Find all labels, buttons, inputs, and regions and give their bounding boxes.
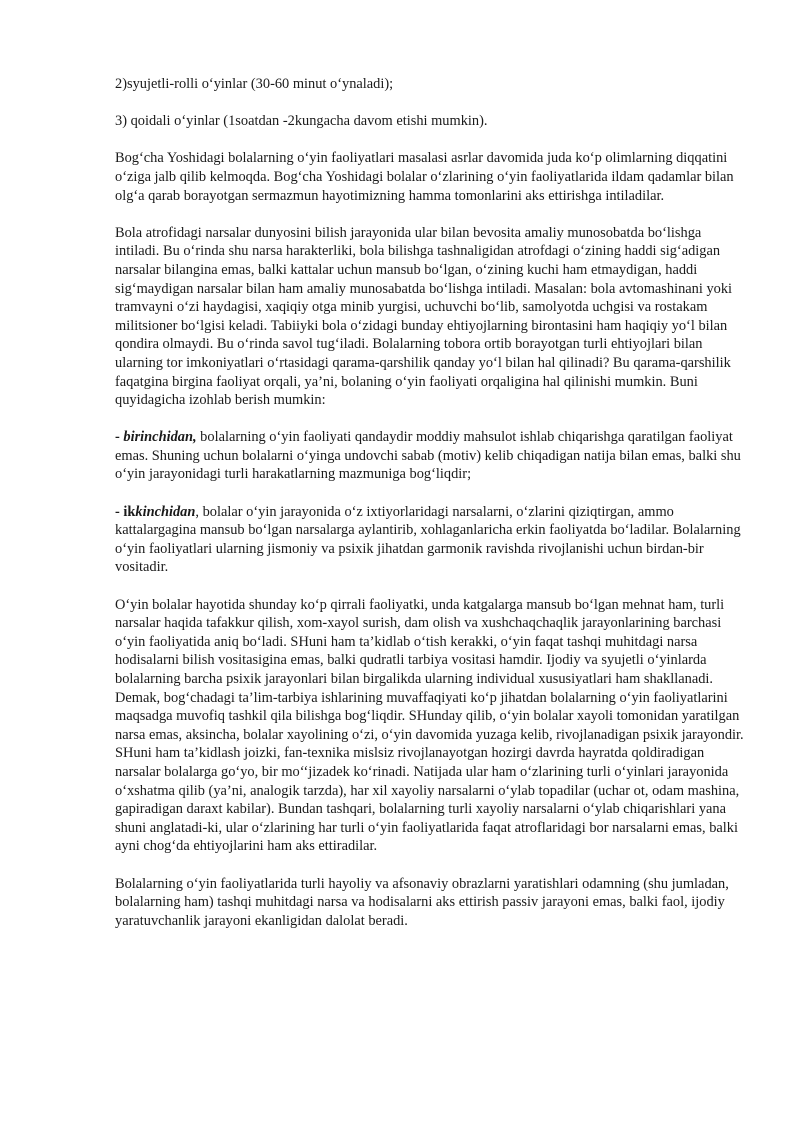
list-item-3: 3) qoidali o‘yinlar (1soatdan -2kungacha davom etishi mumkin). [115,113,488,130]
bullet-second-keyword-plain: ik [123,503,136,520]
list-item-2: 2)syujetli-rolli o‘yinlar (30-60 minut o‘ynaladi); [115,76,394,92]
bullet-first-text: bolalarning o‘yin faoliyati qandaydir moddiy mahsulot ishlab chiqarishga qaratilgan faoliyat emas. Shuning uchun bolalarni o‘yinga undovchi sabab (motiv) kelib chiqadigan natija bilan emas, balki shu o‘yin jarayonidagi turli harakatlarning mazmuniga bog‘liqdir; [115,429,741,483]
paragraph-play-multifaceted: O‘yin bolalar hayotida shunday ko‘p qirrali faoliyatki, unda katgalarga mansub bo‘lgan mehnat ham, turli narsalar haqida tafakkur qilish, xom-xayol surish, dam olish va xushchaqchaqlik jarayonlarining barchasi o‘yin faoliyatida aniq bo‘ladi. SHuni ham ta’kidlab o‘tish kerakki, o‘yin faqat tashqi muhitdagi narsa hodisalarni bilish vositasigina emas, balki qudratli tarbiya vositasi hamdir. Ijodiy va syujetli o‘yinlarda bolalarning barcha psixik jarayonlari bilan birgalikda ularning individual xususiyatlari ham shakllanadi. Demak, bog‘chadagi ta’lim-tarbiya ishlarining muvaffaqiyati ko‘p jihatdan bolalarning o‘yin faoliyatlarini maqsadga muvofiq tashkil qila bilishga bog‘liqdir. SHunday qilib, o‘yin bolalar xayoli tomonidan yaratilgan narsa emas, aksincha, bolalar xayolining o‘zi, o‘yin davomida yuzaga kelib, rivojlanadigan psixik jarayondir. SHuni ham ta’kidlash joizki, fan-texnika mislsiz rivojlanayotgan hozirgi davrda hayratda qoldiradigan narsalar bolalarga go‘yo, bir mo‘‘jizadek ko‘rinadi. Natijada ular ham o‘zlarining turli o‘yinlari jarayonida o‘xshatma qilib (ya’ni, analogik tarzda), har xil xayoliy narsalarni o‘ylab topadilar (uchar ot, odam mashina, gapiradigan daraxt kabilar). Bundan tashqari, bolalarning turli xayoliy narsalarni o‘ylab chiqarishlari yana shuni anglatadi-ki, ular o‘zlarining har turli o‘yin faoliyatlarida faqat atroflaridagi bor narsalarni emas, balki ayni chog‘da ehtiyojlarini ham aks ettiradilar. [115,596,744,855]
bullet-second-lead: - ikkinchidan [115,503,196,520]
bullet-first-lead: - birinchidan, [115,429,197,446]
bullet-first [115,428,745,484]
bullet-second-text: , bolalar o‘yin jarayonida o‘z ixtiyorlaridagi narsalarni, o‘zlarini qiziqtirgan, ammo kattalargagina mansub bo‘lgan narsalarga aylantirib, xohlaganlaricha erkin faoliyatda bo‘ladilar. Bolalarning o‘yin faoliyatlari ularning jismoniy va psixik jihatdan garmonik ravishda rivojlanishi uchun birdan-bir vositadir. [115,503,741,576]
bullet-second [115,503,745,577]
document-page [115,75,745,949]
paragraph-play-needs: Bola atrofidagi narsalar dunyosini bilish jarayonida ular bilan bevosita amaliy munosobatda bo‘lishga intiladi. Bu o‘rinda shu narsa harakterliki, bola bilishga tashnaligidan atrofdagi o‘zining haddi sig‘adigan narsalar bilangina emas, balki kattalar uchun mansub bo‘lgan, o‘zining kuchi ham etmaydigan, haddi sig‘maydigan narsalar bilan ham amaliy munosabatda bo‘lishga intiladi. Masalan: bola avtomashinani yoki tramvayni o‘zi haydagisi, xaqiqiy otga minib yurgisi, uchuvchi bo‘lib, samolyotda uchgisi va rostakam militsioner bo‘lgisi keladi. Tabiiyki bola o‘zidagi bunday ehtiyojlarning birontasini ham haqiqiy yo‘l bilan qondira olmaydi. Bu o‘rinda savol tug‘iladi. Bolalarning tobora ortib borayotgan turli ehtiyojlari bilan ularning tor imkoniyatlari o‘rtasidagi qarama-qarshilik qanday yo‘l bilan hal qilinadi? Bu qarama-qarshilik faqatgina birgina faoliyat orqali, ya’ni, bolaning o‘yin faoliyati orqaligina hal qilinishi mumkin. Buni quyidagicha izohlab berish mumkin: [115,224,733,409]
bullet-first-keyword: birinchidan, [123,429,197,446]
paragraph-intro: Bog‘cha Yoshidagi bolalarning o‘yin faoliyatlari masalasi asrlar davomida juda ko‘p olimlarning diqqatini o‘ziga jalb qilib kelmoqda. Bog‘cha Yoshidagi bolalar o‘zlarining o‘yin faoliyatlarida ildam qadamlar bilan olg‘a qarab borayotgan sermazmun hayotimizning hamma tomonlarini aks ettirishga intiladilar. [115,150,734,204]
bullet-second-keyword-italic: kinchidan [135,503,196,520]
paragraph-imaginary-images: Bolalarning o‘yin faoliyatlarida turli hayoliy va afsonaviy obrazlarni yaratishlari odamning (shu jumladan, bolalarning ham) tashqi muhitdagi narsa va hodisalarni aks ettirish passiv jarayoni emas, balki faol, ijodiy yaratuvchanlik jarayoni ekanligidan dalolat beradi. [115,875,729,929]
